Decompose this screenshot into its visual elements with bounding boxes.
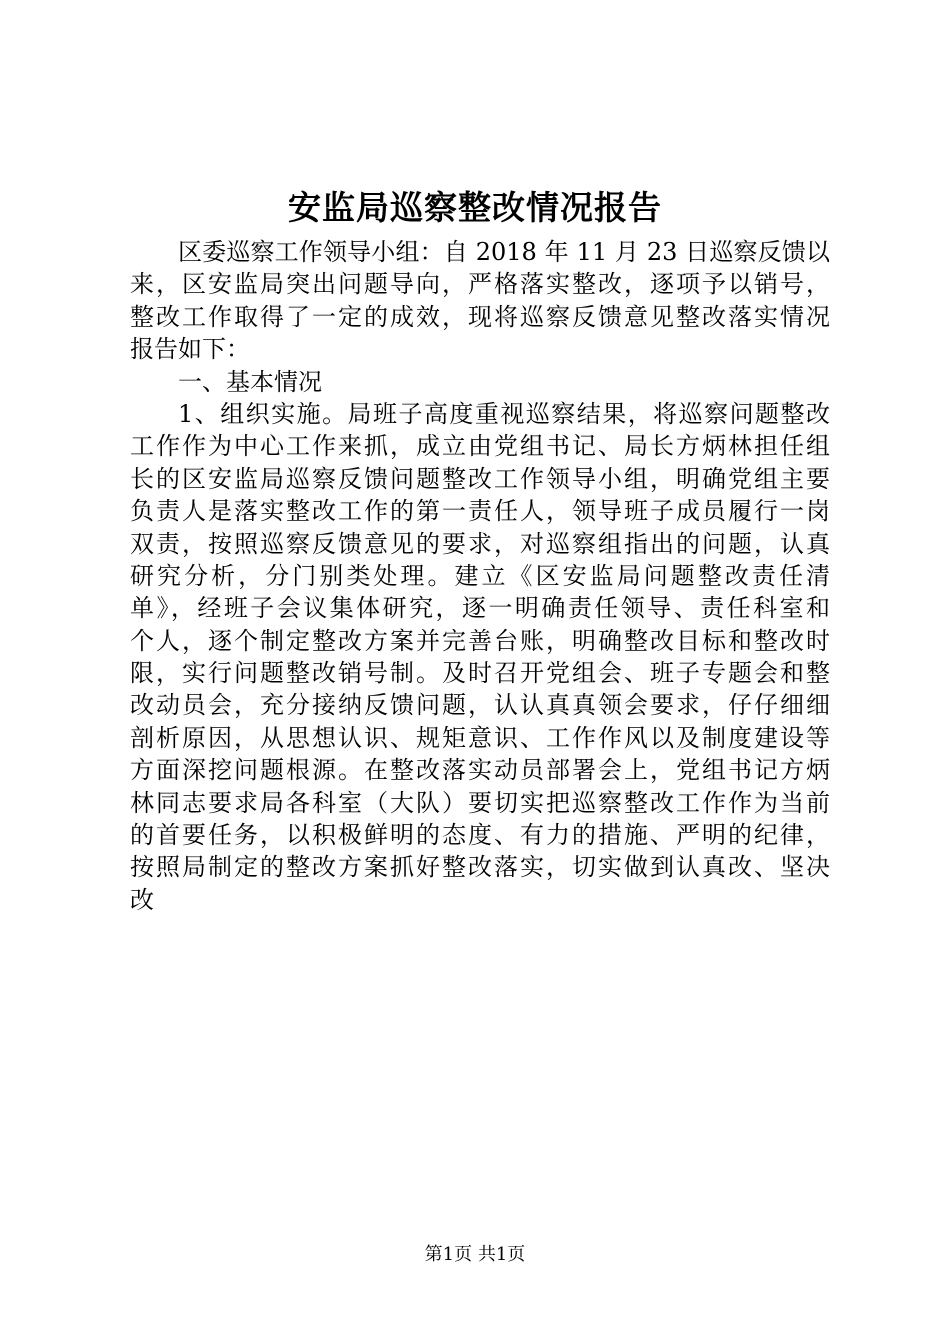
body-line: 改动员会，充分接纳反馈问题，认认真真领会要求，仔仔细细 [130, 691, 830, 720]
body-line: 1、组织实施。局班子高度重视巡察结果，将巡察问题整改 [178, 399, 830, 428]
body-line: 单》，经班子会议集体研究，逐一明确责任领导、责任科室和 [130, 594, 830, 623]
body-line: 研究分析，分门别类处理。建立《区安监局问题整改责任清 [130, 561, 830, 590]
body-line: 方面深挖问题根源。在整改落实动员部署会上，党组书记方炳 [130, 756, 830, 785]
document-title: 安监局巡察整改情况报告 [288, 188, 662, 227]
body-line: 区委巡察工作领导小组：自 2018 年 11 月 23 日巡察反馈以 [178, 238, 830, 266]
body-line: 工作作为中心工作来抓，成立由党组书记、局长方炳林担任组 [130, 432, 830, 461]
body-line: 长的区安监局巡察反馈问题整改工作领导小组，明确党组主要 [130, 464, 830, 493]
document-body [130, 236, 830, 916]
body-line: 整改工作取得了一定的成效，现将巡察反馈意见整改落实情况 [130, 302, 830, 331]
body-line: 改 [130, 885, 154, 914]
body-line: 限，实行问题整改销号制。及时召开党组会、班子专题会和整 [130, 659, 830, 688]
body-line: 双责，按照巡察反馈意见的要求，对巡察组指出的问题，认真 [130, 529, 830, 558]
body-line: 按照局制定的整改方案抓好整改落实，切实做到认真改、坚决 [130, 853, 830, 882]
section-heading: 一、基本情况 [178, 367, 322, 396]
body-line: 报告如下： [130, 335, 250, 364]
body-line: 剖析原因，从思想认识、规矩意识、工作作风以及制度建设等 [130, 723, 830, 752]
page-footer: 第1页 共1页 [424, 1244, 526, 1265]
body-line: 个人，逐个制定整改方案并完善台账，明确整改目标和整改时 [130, 626, 830, 655]
body-line: 林同志要求局各科室（大队）要切实把巡察整改工作作为当前 [130, 788, 830, 817]
body-line: 负责人是落实整改工作的第一责任人，领导班子成员履行一岗 [130, 497, 830, 526]
body-line: 来，区安监局突出问题导向，严格落实整改，逐项予以销号， [130, 270, 830, 299]
body-line: 的首要任务，以积极鲜明的态度、有力的措施、严明的纪律， [130, 821, 830, 850]
